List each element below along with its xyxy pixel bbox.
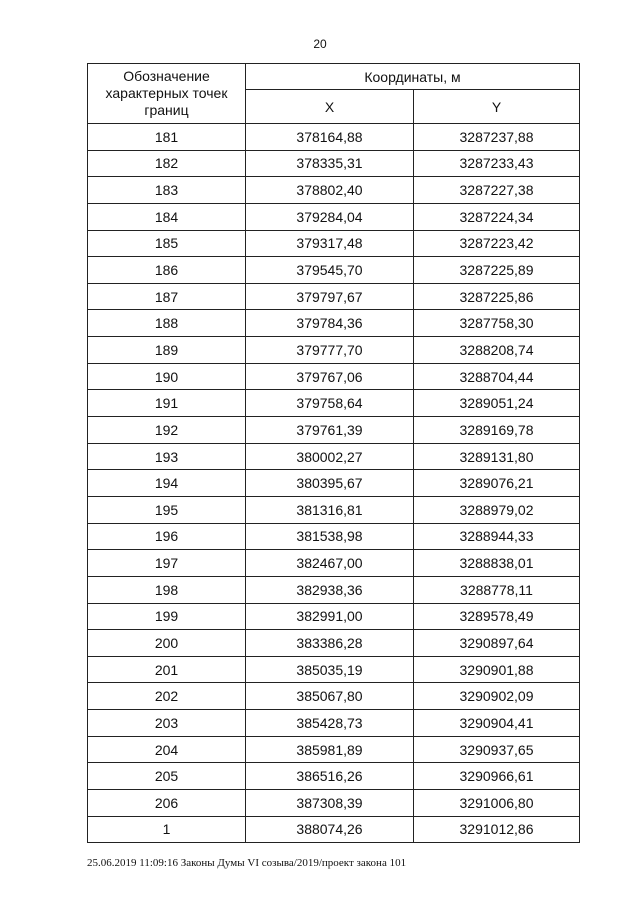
cell-x: 378164,88 <box>246 124 414 151</box>
cell-x: 385035,19 <box>246 656 414 683</box>
table-row <box>88 337 580 364</box>
cell-y: 3287758,30 <box>414 310 580 337</box>
cell-point: 193 <box>88 443 246 470</box>
cell-y: 3287237,88 <box>414 124 580 151</box>
cell-point: 202 <box>88 683 246 710</box>
table-row <box>88 283 580 310</box>
cell-point: 185 <box>88 230 246 257</box>
cell-y: 3290904,41 <box>414 710 580 737</box>
table-row <box>88 417 580 444</box>
cell-point: 199 <box>88 603 246 630</box>
table-row <box>88 203 580 230</box>
cell-point: 200 <box>88 630 246 657</box>
cell-x: 385428,73 <box>246 710 414 737</box>
header-point-designation: Обозначение характерных точек границ <box>88 64 246 124</box>
table-row <box>88 390 580 417</box>
table-row <box>88 710 580 737</box>
cell-x: 379797,67 <box>246 283 414 310</box>
cell-point: 191 <box>88 390 246 417</box>
cell-x: 379767,06 <box>246 363 414 390</box>
table-row <box>88 257 580 284</box>
table-row <box>88 576 580 603</box>
document-footer: 25.06.2019 11:09:16 Законы Думы VI созыва/2019/проект закона 101 <box>87 857 407 869</box>
cell-x: 379777,70 <box>246 337 414 364</box>
cell-x: 386516,26 <box>246 763 414 790</box>
page-number: 20 <box>313 37 327 51</box>
cell-x: 379317,48 <box>246 230 414 257</box>
cell-x: 387308,39 <box>246 790 414 817</box>
table-row <box>88 816 580 843</box>
cell-x: 379784,36 <box>246 310 414 337</box>
cell-point: 201 <box>88 656 246 683</box>
cell-y: 3288208,74 <box>414 337 580 364</box>
cell-y: 3290966,61 <box>414 763 580 790</box>
table-row <box>88 443 580 470</box>
cell-x: 382991,00 <box>246 603 414 630</box>
cell-x: 379545,70 <box>246 257 414 284</box>
cell-point: 182 <box>88 150 246 177</box>
cell-point: 205 <box>88 763 246 790</box>
cell-point: 203 <box>88 710 246 737</box>
cell-point: 187 <box>88 283 246 310</box>
cell-point: 184 <box>88 203 246 230</box>
cell-y: 3289076,21 <box>414 470 580 497</box>
cell-x: 383386,28 <box>246 630 414 657</box>
cell-point: 190 <box>88 363 246 390</box>
cell-y: 3290901,88 <box>414 656 580 683</box>
cell-y: 3287233,43 <box>414 150 580 177</box>
cell-x: 379758,64 <box>246 390 414 417</box>
cell-y: 3291006,80 <box>414 790 580 817</box>
table-row <box>88 124 580 151</box>
cell-y: 3288979,02 <box>414 496 580 523</box>
cell-y: 3287224,34 <box>414 203 580 230</box>
table-row <box>88 230 580 257</box>
table-row <box>88 150 580 177</box>
cell-x: 385067,80 <box>246 683 414 710</box>
cell-x: 380395,67 <box>246 470 414 497</box>
cell-point: 204 <box>88 736 246 763</box>
cell-y: 3289578,49 <box>414 603 580 630</box>
cell-x: 381316,81 <box>246 496 414 523</box>
cell-point: 195 <box>88 496 246 523</box>
cell-y: 3288704,44 <box>414 363 580 390</box>
cell-y: 3287227,38 <box>414 177 580 204</box>
cell-y: 3288944,33 <box>414 523 580 550</box>
header-x: X <box>246 90 414 124</box>
table-row <box>88 177 580 204</box>
table-row <box>88 736 580 763</box>
cell-x: 382467,00 <box>246 550 414 577</box>
cell-point: 188 <box>88 310 246 337</box>
header-y: Y <box>414 90 580 124</box>
cell-point: 206 <box>88 790 246 817</box>
header-coordinates: Координаты, м <box>246 64 580 90</box>
cell-point: 198 <box>88 576 246 603</box>
cell-x: 379761,39 <box>246 417 414 444</box>
cell-point: 1 <box>88 816 246 843</box>
cell-y: 3288778,11 <box>414 576 580 603</box>
table-row <box>88 630 580 657</box>
table-row <box>88 763 580 790</box>
table-row <box>88 310 580 337</box>
cell-x: 379284,04 <box>246 203 414 230</box>
cell-point: 194 <box>88 470 246 497</box>
cell-x: 388074,26 <box>246 816 414 843</box>
cell-y: 3290897,64 <box>414 630 580 657</box>
cell-x: 378802,40 <box>246 177 414 204</box>
coordinates-table <box>87 63 580 843</box>
cell-x: 385981,89 <box>246 736 414 763</box>
table-row <box>88 470 580 497</box>
table-row <box>88 790 580 817</box>
cell-x: 378335,31 <box>246 150 414 177</box>
cell-y: 3289131,80 <box>414 443 580 470</box>
table-row <box>88 683 580 710</box>
cell-y: 3287225,86 <box>414 283 580 310</box>
table-header <box>88 64 580 124</box>
table-row <box>88 603 580 630</box>
cell-y: 3289051,24 <box>414 390 580 417</box>
table-row <box>88 656 580 683</box>
cell-y: 3290902,09 <box>414 683 580 710</box>
table-row <box>88 550 580 577</box>
cell-y: 3287223,42 <box>414 230 580 257</box>
cell-point: 189 <box>88 337 246 364</box>
cell-x: 382938,36 <box>246 576 414 603</box>
cell-y: 3288838,01 <box>414 550 580 577</box>
cell-y: 3291012,86 <box>414 816 580 843</box>
cell-y: 3290937,65 <box>414 736 580 763</box>
cell-y: 3287225,89 <box>414 257 580 284</box>
table-row <box>88 363 580 390</box>
cell-point: 196 <box>88 523 246 550</box>
cell-x: 380002,27 <box>246 443 414 470</box>
cell-point: 181 <box>88 124 246 151</box>
cell-y: 3289169,78 <box>414 417 580 444</box>
cell-point: 183 <box>88 177 246 204</box>
cell-x: 381538,98 <box>246 523 414 550</box>
table-row <box>88 496 580 523</box>
table-body <box>88 124 580 843</box>
cell-point: 186 <box>88 257 246 284</box>
table-row <box>88 523 580 550</box>
cell-point: 197 <box>88 550 246 577</box>
cell-point: 192 <box>88 417 246 444</box>
